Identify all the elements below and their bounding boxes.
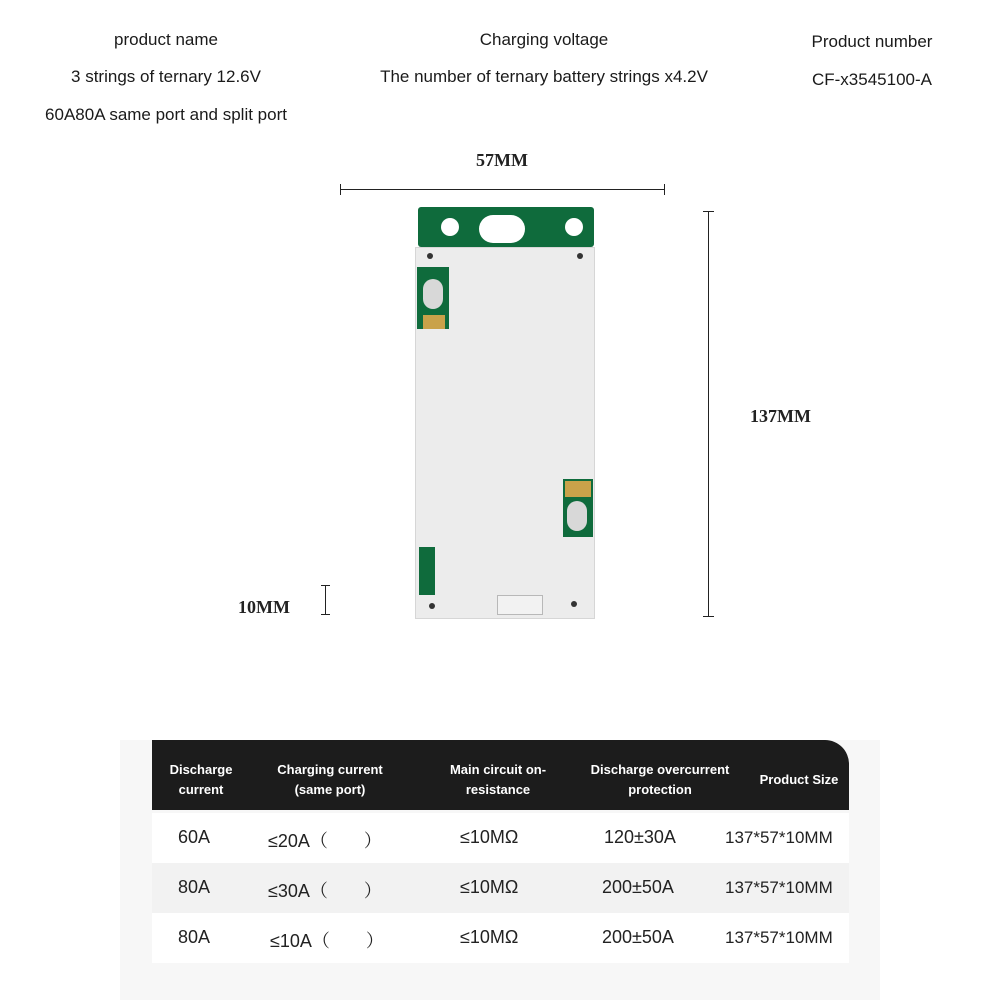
solder-pad-icon [565, 481, 591, 497]
header-product-size: Product Size [759, 772, 839, 787]
mounting-hole-icon [441, 218, 459, 236]
cell-on-resistance: ≤10MΩ [460, 877, 519, 897]
cell-charging-current: ≤20A（ ） [268, 831, 382, 851]
header-charging-current: Charging current (same port) [277, 762, 383, 797]
width-dimension-line [340, 189, 665, 190]
header-discharge-current: Discharge current [169, 762, 233, 797]
cell-discharge-current: 60A [178, 827, 211, 847]
product-port-info: 60A80A same port and split port [45, 105, 287, 124]
thickness-dimension-label: 10MM [238, 597, 290, 617]
cell-charging-current: ≤30A（ ） [268, 881, 382, 901]
cell-on-resistance: ≤10MΩ [460, 927, 519, 947]
screw-icon [427, 253, 433, 259]
connector-icon [479, 215, 525, 243]
product-number-value: CF-x3545100-A [811, 70, 932, 89]
header-overcurrent-protection: Discharge overcurrent protection [590, 762, 730, 797]
table-row [152, 863, 849, 913]
thickness-dimension-tick-bottom [321, 614, 330, 615]
cell-discharge-current: 80A [178, 877, 211, 897]
pcb-bottom-left-tab [419, 547, 435, 595]
cell-discharge-current: 80A [178, 927, 211, 947]
screw-icon [429, 603, 435, 609]
height-dimension-tick-bottom [703, 616, 714, 617]
cell-overcurrent-protection: 120±30A [604, 827, 676, 847]
mounting-hole-icon [565, 218, 583, 236]
solder-pad-icon [423, 315, 445, 329]
table-row [152, 913, 849, 963]
header-main-circuit-resistance: Main circuit on-resistance [449, 762, 547, 797]
terminal-pad-icon [567, 501, 587, 531]
screw-icon [571, 601, 577, 607]
width-dimension-label: 57MM [476, 150, 528, 170]
cell-product-size: 137*57*10MM [725, 878, 833, 897]
charging-voltage-title: Charging voltage [479, 30, 609, 49]
bms-board-image [415, 207, 595, 617]
product-name-title: product name [114, 30, 218, 49]
thickness-dimension-tick-top [321, 585, 330, 586]
cell-overcurrent-protection: 200±50A [602, 927, 674, 947]
charging-voltage-value: The number of ternary battery strings x4.2V [380, 67, 708, 86]
height-dimension-tick-top [703, 211, 714, 212]
cell-product-size: 137*57*10MM [725, 828, 833, 847]
width-dimension-tick-left [340, 184, 341, 195]
screw-icon [577, 253, 583, 259]
table-row [152, 813, 849, 863]
cell-overcurrent-protection: 200±50A [602, 877, 674, 897]
product-name-value: 3 strings of ternary 12.6V [71, 67, 261, 86]
thickness-dimension-line [325, 585, 326, 615]
cell-on-resistance: ≤10MΩ [460, 827, 519, 847]
width-dimension-tick-right [664, 184, 665, 195]
product-number-title: Product number [811, 32, 933, 51]
cell-charging-current: ≤10A（ ） [270, 931, 384, 951]
balance-connector-icon [497, 595, 543, 615]
terminal-pad-icon [423, 279, 443, 309]
height-dimension-label: 137MM [750, 406, 811, 426]
height-dimension-line [708, 211, 709, 617]
cell-product-size: 137*57*10MM [725, 928, 833, 947]
spec-table-header [152, 740, 849, 810]
